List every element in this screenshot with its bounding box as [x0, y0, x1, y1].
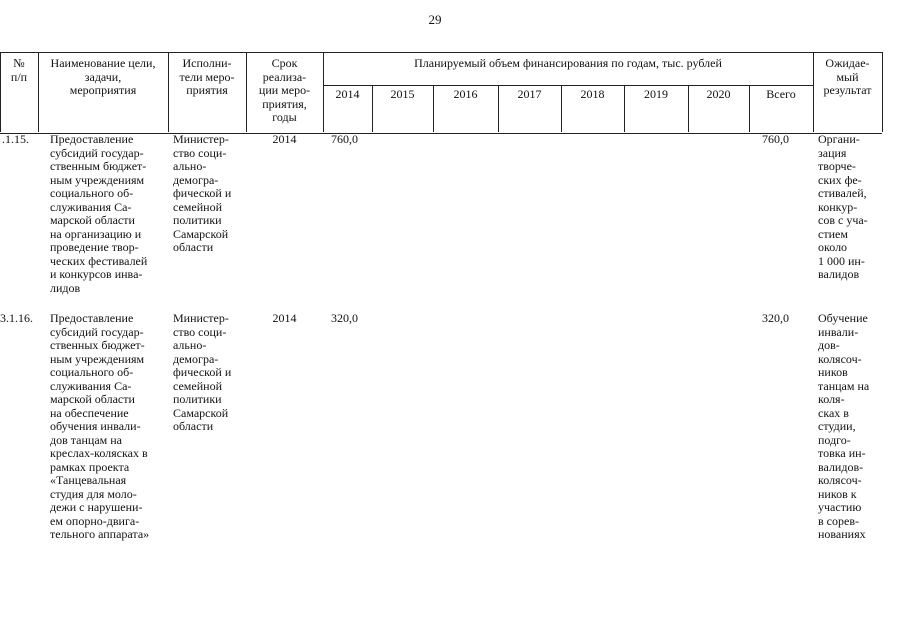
header-year: 2014	[335, 87, 360, 101]
row-number: 3.1.16.	[0, 311, 33, 325]
header-financing: Планируемый объем финансирования по годам, тыс. рублей	[414, 56, 722, 70]
row-name: Предоставление субсидий государ- ственных бюджет- ным учреждениям социального об- служивания Са- марской области на обеспечение обучения инвали- дов танцам на креслах-колясках в рамках проекта «Танцевальная студия для моло- дежи с нарушени- ем опорно-двига- тельного аппарата»	[50, 311, 150, 541]
header-year: 2018	[580, 87, 605, 101]
row-executor: Министер- ство соци- ально- демогра- фической и семейной политики Самарской области	[173, 311, 232, 433]
header-num: № п/п	[10, 56, 28, 84]
header-year: 2017	[517, 87, 542, 101]
header-term: Срок реализа- ции меро- приятия, годы	[258, 56, 311, 124]
row-total: 320,0	[762, 311, 789, 325]
row-term: 2014	[272, 132, 297, 146]
header-year: 2016	[453, 87, 478, 101]
row-value-2014: 760,0	[331, 132, 358, 146]
row-term: 2014	[272, 311, 297, 325]
years-subheader-line	[323, 85, 813, 86]
row-total: 760,0	[762, 132, 789, 146]
row-executor: Министер- ство соци- ально- демогра- фической и семейной политики Самарской области	[173, 132, 232, 254]
row-number: .1.15.	[2, 132, 29, 146]
row-result: Органи- зация творче- ских фе- стивалей, конкур- сов с уча- стием около 1 000 ин- валидов	[818, 132, 868, 281]
header-year: 2020	[706, 87, 731, 101]
row-name: Предоставление субсидий государ- ственным бюджет- ным учреждениям социального об- служивания Са- марской области на организацию и проведение твор- ческих фестивалей и конкурсов инва- лидов	[50, 132, 148, 295]
page-number: 29	[428, 12, 442, 27]
header-year: 2019	[644, 87, 668, 101]
header-total: Всего	[766, 87, 796, 101]
row-result: Обучение инвали- дов- колясоч- ников танцам на коля- сках в студии, подго- товка ин- валидов- колясоч- ников к участию в сорев- нованиях	[818, 311, 870, 541]
column-divider	[882, 52, 883, 132]
header-executor: Исполни- тели меро- приятия	[179, 56, 235, 97]
header-result: Ожидае- мый результат	[823, 56, 872, 97]
header-year: 2015	[390, 87, 415, 101]
row-value-2014: 320,0	[331, 311, 358, 325]
header-name: Наименование цели, задачи, мероприятия	[50, 56, 156, 97]
